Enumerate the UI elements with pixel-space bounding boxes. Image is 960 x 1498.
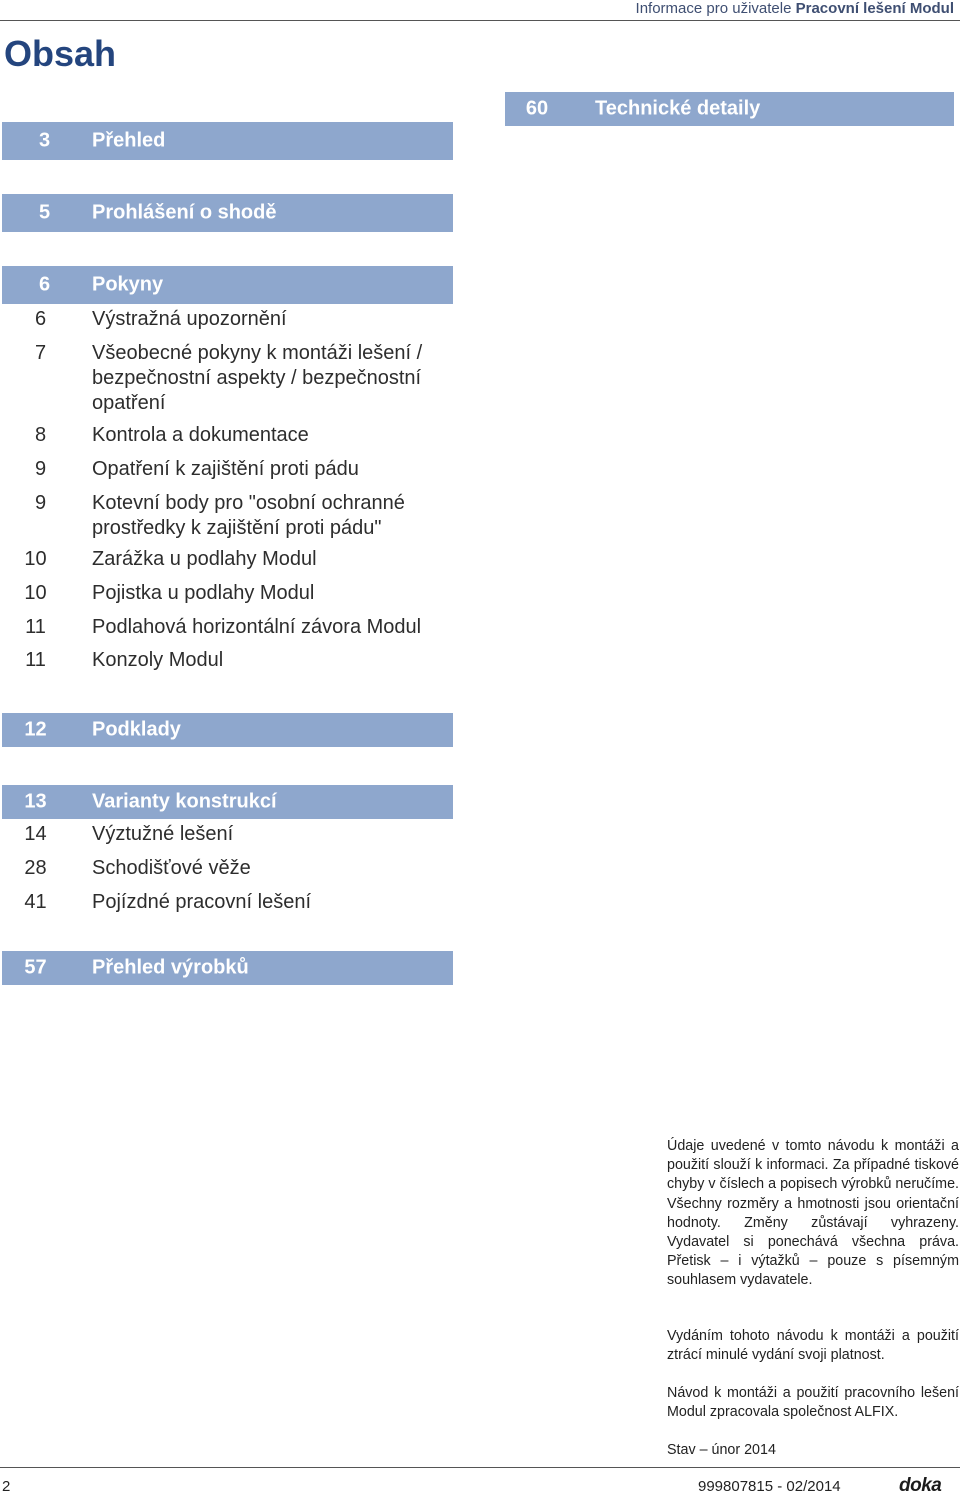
toc-entry-title: Výztužné lešení [92, 823, 234, 845]
header-title: Pracovní lešení Modul [795, 0, 954, 17]
toc-entry-page: 10 [24, 582, 47, 604]
toc-section-page: 57 [24, 956, 47, 979]
toc-section-page: 13 [24, 790, 47, 813]
toc-section-page: 60 [525, 97, 549, 120]
toc-section-page: 6 [38, 273, 51, 296]
toc-section-page: 12 [24, 718, 47, 741]
toc-entry-title: Kotevní body pro "osobní ochranné prostředky k zajištění proti pádu" [92, 492, 405, 539]
toc-entry-title: Schodišťové věže [92, 857, 251, 879]
toc-section-products[interactable] [2, 951, 453, 985]
edition-paragraph: Vydáním tohoto návodu k montáži a použití ztrácí minulé vydání svoji platnost. [667, 1328, 959, 1364]
toc-section-variants[interactable] [2, 785, 453, 819]
header-prefix: Informace pro uživatele [635, 0, 792, 17]
toc-entry-page: 11 [25, 616, 46, 638]
toc-entry-page: 7 [34, 342, 47, 364]
toc-section-basics[interactable] [2, 713, 453, 747]
toc-entry-title: Konzoly Modul [92, 649, 224, 671]
toc-section-title: Prohlášení o shodě [92, 201, 277, 224]
toc-entry-title: Všeobecné pokyny k montáži lešení / bezpečnostní aspekty / bezpečnostní opatření [92, 342, 423, 414]
toc-entry-page: 14 [24, 823, 47, 845]
toc-entry-page: 9 [34, 492, 47, 514]
page-number: 2 [2, 1478, 11, 1495]
toc-section-title: Varianty konstrukcí [92, 790, 277, 813]
toc-entry-page: 11 [25, 649, 46, 671]
toc-entry-page: 41 [24, 891, 47, 913]
disclaimer-paragraph: Údaje uvedené v tomto návodu k montáži a použití slouží k informaci. Za případné tiskové chyby v číslech a popisech výrobků neručíme. Všechny rozměry a hmotnosti jsou orientační hodnoty. Změny zůstávají vyhrazeny. Vydavatel si ponechává všechna práva. Přetisk – i výtažků – pouze s písemným souhlasem vydavatele. [667, 1138, 959, 1289]
toc-section-instructions[interactable] [2, 266, 453, 304]
toc-entry-title: Kontrola a dokumentace [92, 424, 309, 446]
toc-entry-page: 28 [24, 857, 47, 879]
toc-entry-title: Podlahová horizontální závora Modul [92, 616, 422, 638]
toc-section-title: Přehled výrobků [92, 956, 249, 979]
toc-section-declaration[interactable] [2, 194, 453, 232]
toc-entry-title: Výstražná upozornění [92, 308, 287, 330]
toc-section-title: Technické detaily [595, 97, 761, 120]
toc-entry-title: Pojízdné pracovní lešení [92, 891, 312, 913]
document-number: 999807815 - 02/2014 [698, 1478, 841, 1495]
toc-section-page: 3 [38, 129, 51, 152]
toc-entry-page: 9 [34, 458, 47, 480]
page-title: Obsah [4, 33, 117, 74]
footer-rule [0, 1467, 960, 1468]
toc-entry-title: Opatření k zajištění proti pádu [92, 458, 359, 480]
toc-entry-page: 10 [24, 548, 47, 570]
toc-section-page: 5 [38, 201, 51, 224]
status-date: Stav – únor 2014 [667, 1442, 776, 1458]
running-header [636, 0, 954, 17]
doka-logo [898, 1475, 956, 1495]
toc-section-technical-details[interactable] [505, 92, 954, 126]
toc-entry-page: 8 [34, 424, 47, 446]
toc-entry-page: 6 [34, 308, 47, 330]
author-paragraph: Návod k montáži a použití pracovního lešení Modul zpracovala společnost ALFIX. [667, 1385, 959, 1421]
toc-section-title: Přehled [92, 129, 166, 152]
toc-section-overview[interactable] [2, 122, 453, 160]
logo-wordmark: doka [899, 1475, 942, 1495]
header-rule [0, 20, 960, 21]
toc-entry-title: Zarážka u podlahy Modul [92, 548, 317, 570]
toc-section-title: Podklady [92, 718, 181, 741]
toc-section-title: Pokyny [92, 273, 164, 296]
toc-entry-title: Pojistka u podlahy Modul [92, 582, 315, 604]
